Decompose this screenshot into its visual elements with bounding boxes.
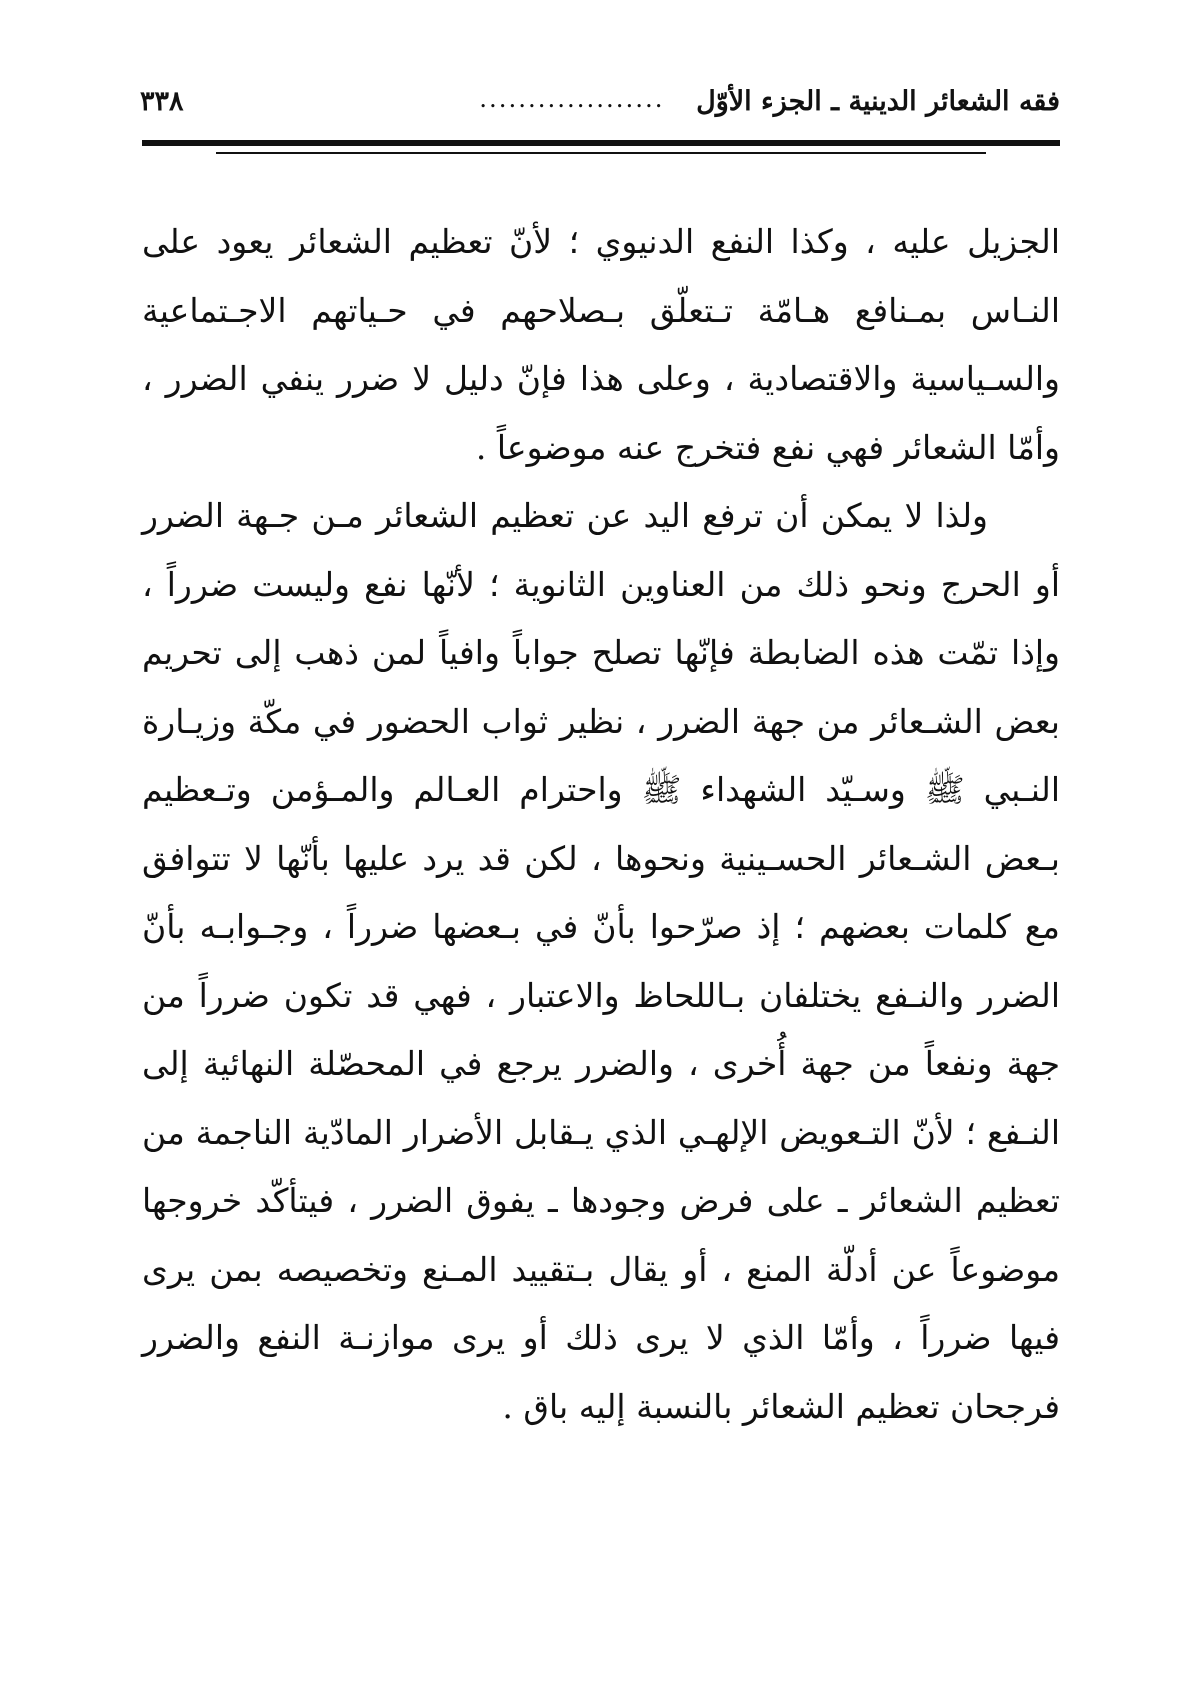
header-rule-thin bbox=[216, 152, 986, 154]
page-number: ٣٣٨ bbox=[140, 86, 184, 117]
running-header-title: فقه الشعائر الدينية ـ الجزء الأوّل bbox=[696, 86, 1060, 117]
paragraph-1: الجزيل عليه ، وكذا النفع الدنيوي ؛ لأنّ تعظيم الشعائر يعود على النـاس بمـنافع هـامّة تـتعلّق بـصلاحهم في حـياتهم الاجـتماعية والسـياسية والاقتصادية ، وعلى هذا فإنّ دليل لا ضرر ينفي الضرر ، وأمّا الشعائر فهي نفع فتخرج عنه موضوعاً . bbox=[142, 222, 1060, 467]
paragraph-2: ولذا لا يمكن أن ترفع اليد عن تعظيم الشعائر مـن جـهة الضرر أو الحرج ونحو ذلك من العناوين الثانوية ؛ لأنّها نفع وليست ضرراً ، وإذا تمّت هذه الضابطة فإنّها تصلح جواباً وافياً لمن ذهب إلى تحريم بعض الشـعائر من جهة الضرر ، نظير ثواب الحضور في مكّة وزيـارة النـبي ﷺ وسـيّد الشهداء ﷺ واحترام العـالم والمـؤمن وتـعظيم بـعض الشـعائر الحسـينية ونحوها ، لكن قد يرد عليها بأنّها لا تتوافق مع كلمات بعضهم ؛ إذ صرّحوا بأنّ في بـعضها ضرراً ، وجـوابـه بأنّ الضرر والنـفع يختلفان بـاللحاظ والاعتبار ، فهي قد تكون ضرراً من جهة ونفعاً من جهة أُخرى ، والضرر يرجع في المحصّلة النهائية إلى النـفع ؛ لأنّ التـعويض الإلهـي الذي يـقابل الأضرار المادّية الناجمة من تعظيم الشعائر ـ على فرض وجودها ـ يفوق الضرر ، فيتأكّد خروجها موضوعاً عن أدلّة المنع ، أو يقال بـتقييد المـنع وتخصيصه بمن يرى فيها ضرراً ، وأمّا الذي لا يرى ذلك أو يرى موازنـة النفع والضرر فرجحان تعظيم الشعائر بالنسبة إليه باق . bbox=[142, 496, 1060, 1426]
header-rule-thick bbox=[142, 140, 1060, 146]
page-body bbox=[142, 208, 1060, 1441]
running-header bbox=[140, 82, 1060, 126]
header-leader-dots: ................... bbox=[479, 83, 665, 113]
